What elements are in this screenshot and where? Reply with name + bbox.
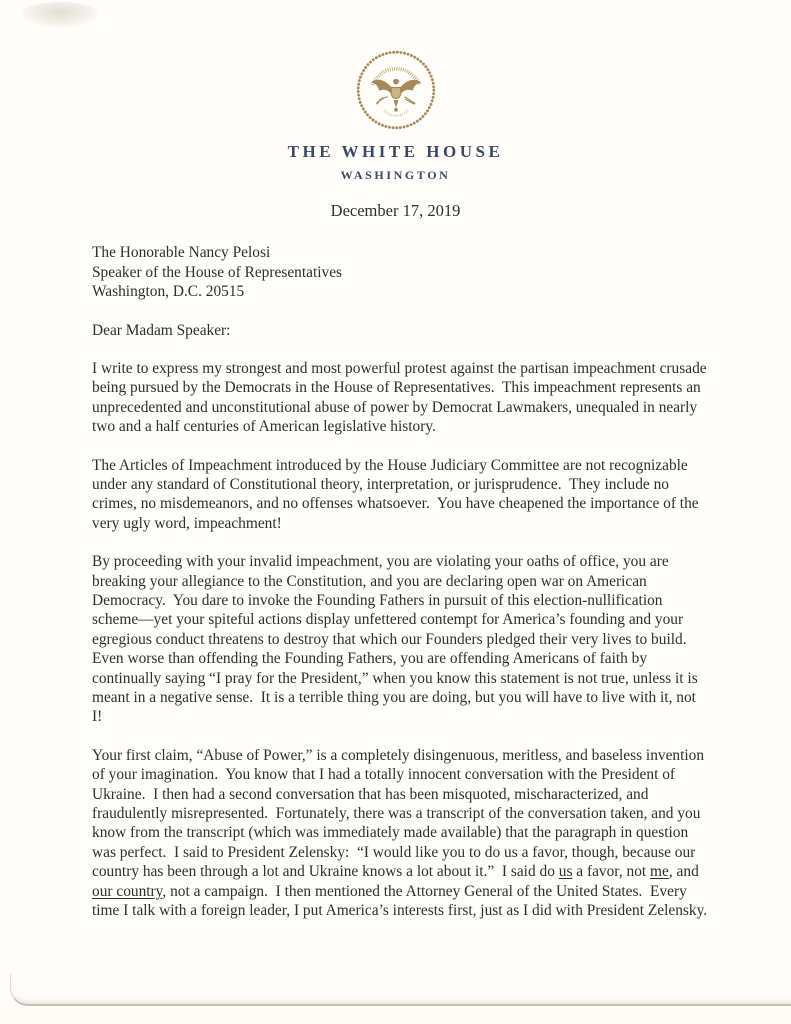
letter-date: December 17, 2019 <box>330 201 461 220</box>
recipient-city: Washington, D.C. 20515 <box>92 283 245 300</box>
scan-smudge-artifact <box>20 2 100 28</box>
scan-paper-edge <box>10 974 791 1006</box>
paragraph-1: I write to express my strongest and most powerful protest against the partisan impeachment crusade being pursued by the Democrats in the House of Representatives. This impeachment represents an unprecedented and unconstitutional abuse of power by Democrat Lawmakers, unequaled in nearly two and a half centuries of American legislative history. <box>92 359 711 436</box>
salutation: Dear Madam Speaker: <box>92 321 231 339</box>
paragraph-4-text: , not a campaign. I then mentioned the Attorney General of the United States. Every time I talk with a foreign leader, I put America’s interests first, just as I did with President Zelensky. <box>92 882 708 920</box>
letterhead-subtitle: WASHINGTON <box>340 168 451 182</box>
paragraph-3: By proceeding with your invalid impeachment, you are violating your oaths of office, you are breaking your allegiance to the Constitution, and you are declaring open war on American Democracy. You dare to invoke the Founding Fathers in pursuit of this election-nullification scheme—yet your spiteful actions display unfettered contempt for America’s founding and your egregious conduct threatens to destroy that which our Founders pledged their very lives to build. Even worse than offending the Founding Fathers, you are offending Americans of faith by continually saying “I pray for the President,” when you know this statement is not true, unless it is meant in a negative sense. It is a terrible thing you are doing, but you will have to live with it, not I! <box>92 553 702 726</box>
scan-background-strip <box>0 1008 791 1024</box>
paragraph-4-text: , and <box>668 863 703 881</box>
paragraph-4-text: Your first claim, “Abuse of Power,” is a completely disingenuous, meritless, and baseless invention of your imagination. You know that I had a totally innocent conversation with the President of Ukraine. I then had a second conversation that has been misquoted, mischaracterized, and fraudulently misrepresented. Fortunately, there was a transcript of the conversation taken, and you know from the transcript (which was immediately made available) that the paragraph in question was perfect. I said to President Zelensky: “I would like you to do us a favor, though, because our country has been through a lot and Ukraine knows a lot about it.” I said do <box>92 746 708 881</box>
letterhead-title: THE WHITE HOUSE <box>287 142 504 161</box>
recipient-name: The Honorable Nancy Pelosi <box>92 244 271 261</box>
letterhead-seal <box>0 48 791 132</box>
presidential-seal-icon <box>354 48 438 132</box>
recipient-title: Speaker of the House of Representatives <box>92 263 343 281</box>
paragraph-2: The Articles of Impeachment introduced by the House Judiciary Committee are not recognizable under any standard of Constitutional theory, interpretation, or jurisprudence. They include no crimes, no misdemeanors, and no offenses whatsoever. You have cheapened the importance of the very ugly word, impeachment! <box>92 456 703 532</box>
recipient-address-block <box>92 243 710 302</box>
paragraph-4 <box>92 746 710 921</box>
underlined-word-me: me <box>650 863 669 881</box>
letter-body <box>92 243 710 920</box>
paragraph-4-text: a favor, not <box>572 863 651 881</box>
underlined-word-us: us <box>558 863 573 881</box>
underlined-phrase-our-country: our country <box>92 882 163 900</box>
